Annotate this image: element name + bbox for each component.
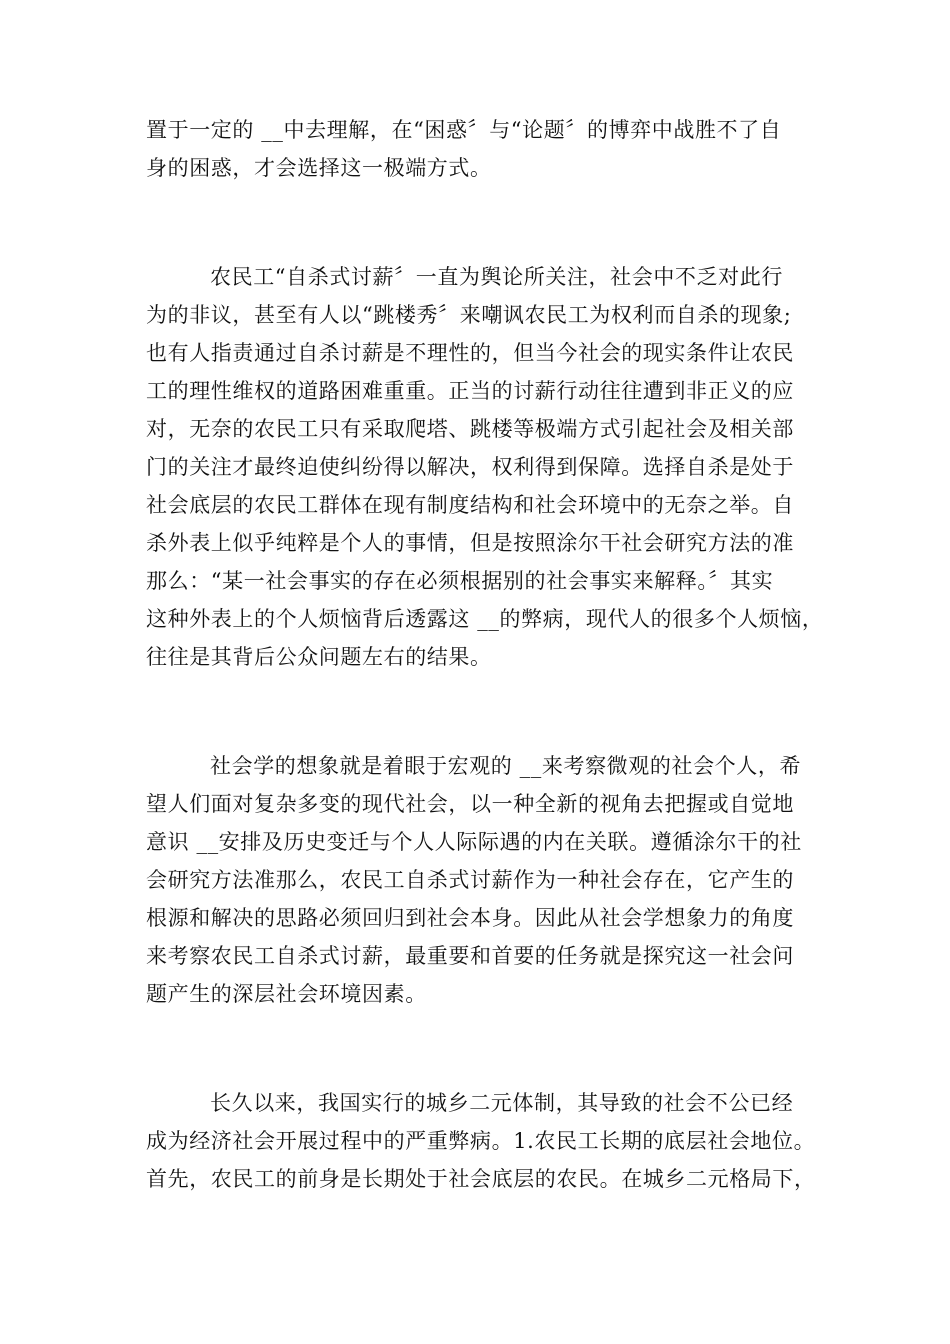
paragraph-3-line-5: 根源和解决的思路必须回归到社会本身。因此从社会学想象力的角度 — [146, 906, 794, 930]
paragraph-2-line-10: 这种外表上的个人烦恼背后透露这 __的弊病，现代人的很多个人烦恼， — [146, 607, 824, 631]
paragraph-2-line-3: 也有人指责通过自杀讨薪是不理性的，但当今社会的现实条件让农民 — [146, 341, 794, 365]
paragraph-1-line-2: 身的困惑，才会选择这一极端方式。 — [146, 156, 492, 180]
paragraph-3-line-4: 会研究方法准那么，农民工自杀式讨薪作为一种社会存在，它产生的 — [146, 868, 794, 892]
paragraph-4-line-3: 首先，农民工的前身是长期处于社会底层的农民。在城乡二元格局下， — [146, 1167, 816, 1191]
paragraph-3-line-1: 社会学的想象就是着眼于宏观的 __来考察微观的社会个人，希 — [210, 754, 802, 778]
paragraph-1-line-1: 置于一定的 __中去理解，在“困惑〞与“论题〞的博弈中战胜不了自 — [146, 118, 782, 142]
paragraph-3-line-7: 题产生的深层社会环境因素。 — [146, 982, 427, 1006]
paragraph-3-line-6: 来考察农民工自杀式讨薪，最重要和首要的任务就是探究这一社会问 — [146, 944, 794, 968]
paragraph-2-line-11: 往往是其背后公众问题左右的结果。 — [146, 645, 492, 669]
paragraph-2-line-4: 工的理性维权的道路困难重重。正当的讨薪行动往往遭到非正义的应 — [146, 379, 794, 403]
paragraph-4-line-2: 成为经济社会开展过程中的严重弊病。1.农民工长期的底层社会地位。 — [146, 1129, 816, 1153]
paragraph-2-line-1: 农民工“自杀式讨薪〞一直为舆论所关注，社会中不乏对此行 — [210, 265, 783, 289]
paragraph-2-line-7: 社会底层的农民工群体在现有制度结构和社会环境中的无奈之举。自 — [146, 493, 794, 517]
paragraph-2-line-2: 为的非议，甚至有人以“跳楼秀〞来嘲讽农民工为权利而自杀的现象; — [146, 303, 792, 327]
paragraph-2-line-6: 门的关注才最终迫使纠纷得以解决，权利得到保障。选择自杀是处于 — [146, 455, 794, 479]
paragraph-2-line-5: 对，无奈的农民工只有采取爬塔、跳楼等极端方式引起社会及相关部 — [146, 417, 794, 441]
paragraph-3-line-3: 意识 __安排及历史变迁与个人人际际遇的内在关联。遵循涂尔干的社 — [146, 830, 802, 854]
paragraph-2-line-8: 杀外表上似乎纯粹是个人的事情，但是按照涂尔干社会研究方法的准 — [146, 531, 794, 555]
paragraph-3-line-2: 望人们面对复杂多变的现代社会，以一种全新的视角去把握或自觉地 — [146, 792, 794, 816]
paragraph-2-line-9: 那么：“某一社会事实的存在必须根据别的社会事实来解释。〞其实 — [146, 569, 774, 593]
paragraph-4-line-1: 长久以来，我国实行的城乡二元体制，其导致的社会不公已经 — [210, 1091, 794, 1115]
